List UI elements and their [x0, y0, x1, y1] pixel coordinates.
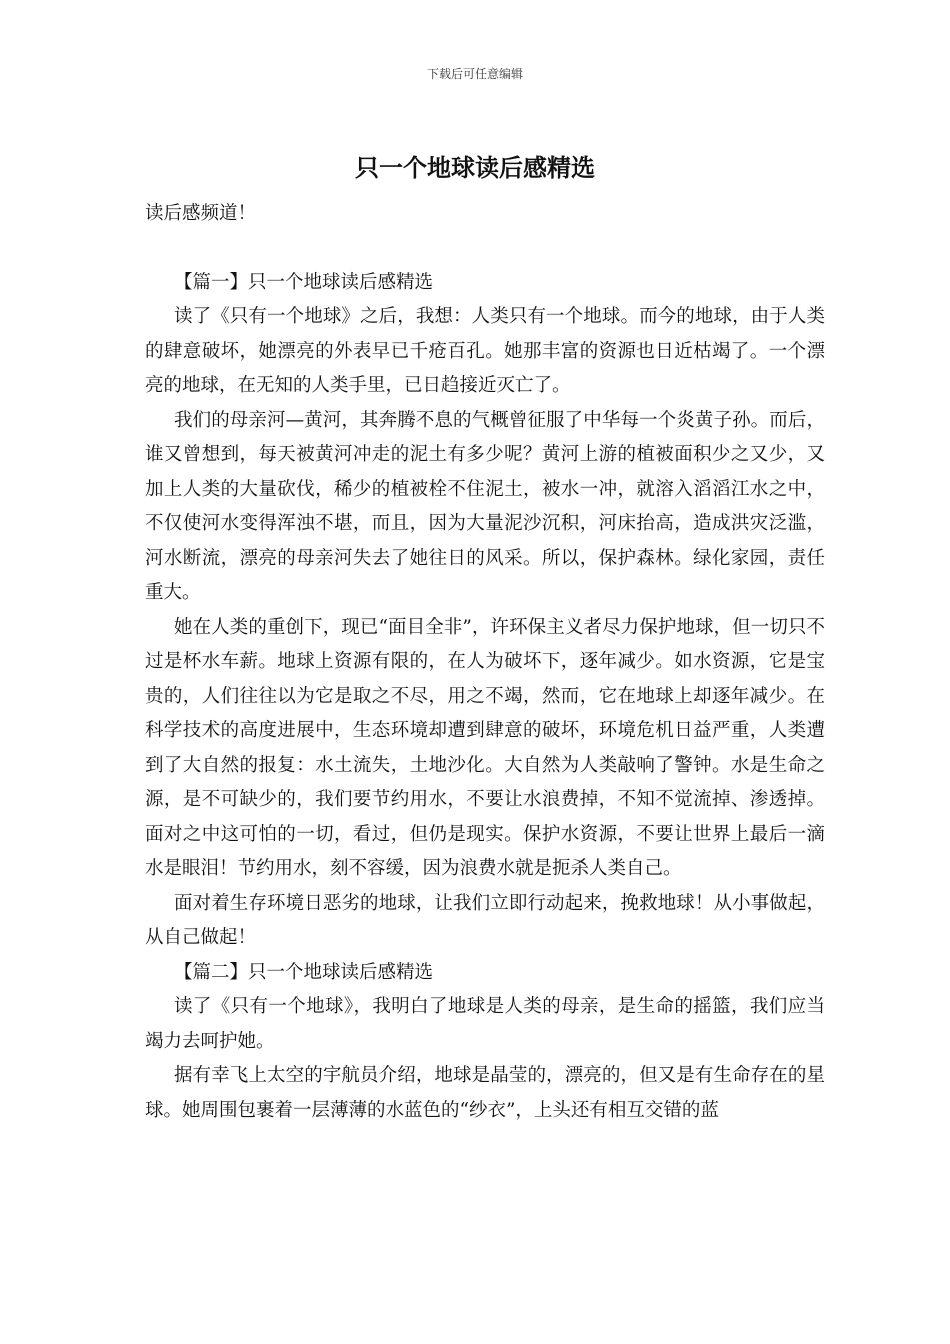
paragraph: 据有幸飞上太空的宇航员介绍，地球是晶莹的，漂亮的，但又是有生命存在的星球。她周围包裹着一层薄薄的水蓝色的“纱衣”，上头还有相互交错的蓝	[145, 1065, 825, 1121]
document-title: 只一个地球读后感精选	[355, 153, 595, 182]
header-note: 下载后可任意编辑	[426, 67, 523, 81]
document-body	[145, 197, 825, 1128]
paragraph: 我们的母亲河—黄河，其奔腾不息的气概曾征服了中华每一个炎黄子孙。而后，谁又曾想到，每天被黄河冲走的泥土有多少呢？黄河上游的植被面积少之又少，又加上人类的大量砍伐，稀少的植被栓不住泥土，被水一冲，就溶入滔滔江水之中，不仅使河水变得浑浊不堪，而且，因为大量泥沙沉积，河床抬高，造成洪灾泛滥，河水断流，漂亮的母亲河失去了她往日的风采。所以，保护森林。绿化家园，责任重大。	[145, 409, 825, 603]
intro-line: 读后感频道！	[145, 203, 257, 224]
section-heading: 【篇一】只一个地球读后感精选	[174, 271, 434, 293]
blank-line	[145, 232, 825, 266]
paragraph: 她在人类的重创下，现已“面目全非”，许环保主义者尽力保护地球，但一切只不过是杯水车薪。地球上资源有限的，在人为破坏下，逐年减少。如水资源，它是宝贵的，人们往往以为它是取之不尽，用之不竭，然而，它在地球上却逐年减少。在科学技术的高度进展中，生态环境却遭到肆意的破坏，环境危机日益严重，人类遭到了大自然的报复：水土流失，土地沙化。大自然为人类敲响了警钟。水是生命之源，是不可缺少的，我们要节约用水，不要让水浪费掉，不知不觉流掉、渗透掉。面对之中这可怕的一切，看过，但仍是现实。保护水资源，不要让世界上最后一滴水是眼泪！节约用水，刻不容缓，因为浪费水就是扼杀人类自己。	[145, 616, 825, 879]
paragraph: 面对着生存环境日恶劣的地球，让我们立即行动起来，挽救地球！从小事做起，从自己做起！	[145, 892, 825, 948]
paragraph: 读了《只有一个地球》之后，我想：人类只有一个地球。而今的地球，由于人类的肆意破坏，她漂亮的外表早已千疮百孔。她那丰富的资源也日近枯竭了。一个漂亮的地球，在无知的人类手里，已日趋接近灭亡了。	[145, 306, 825, 396]
section-heading: 【篇二】只一个地球读后感精选	[174, 961, 434, 983]
paragraph: 读了《只有一个地球》，我明白了地球是人类的母亲，是生命的摇篮，我们应当竭力去呵护她。	[145, 996, 825, 1052]
